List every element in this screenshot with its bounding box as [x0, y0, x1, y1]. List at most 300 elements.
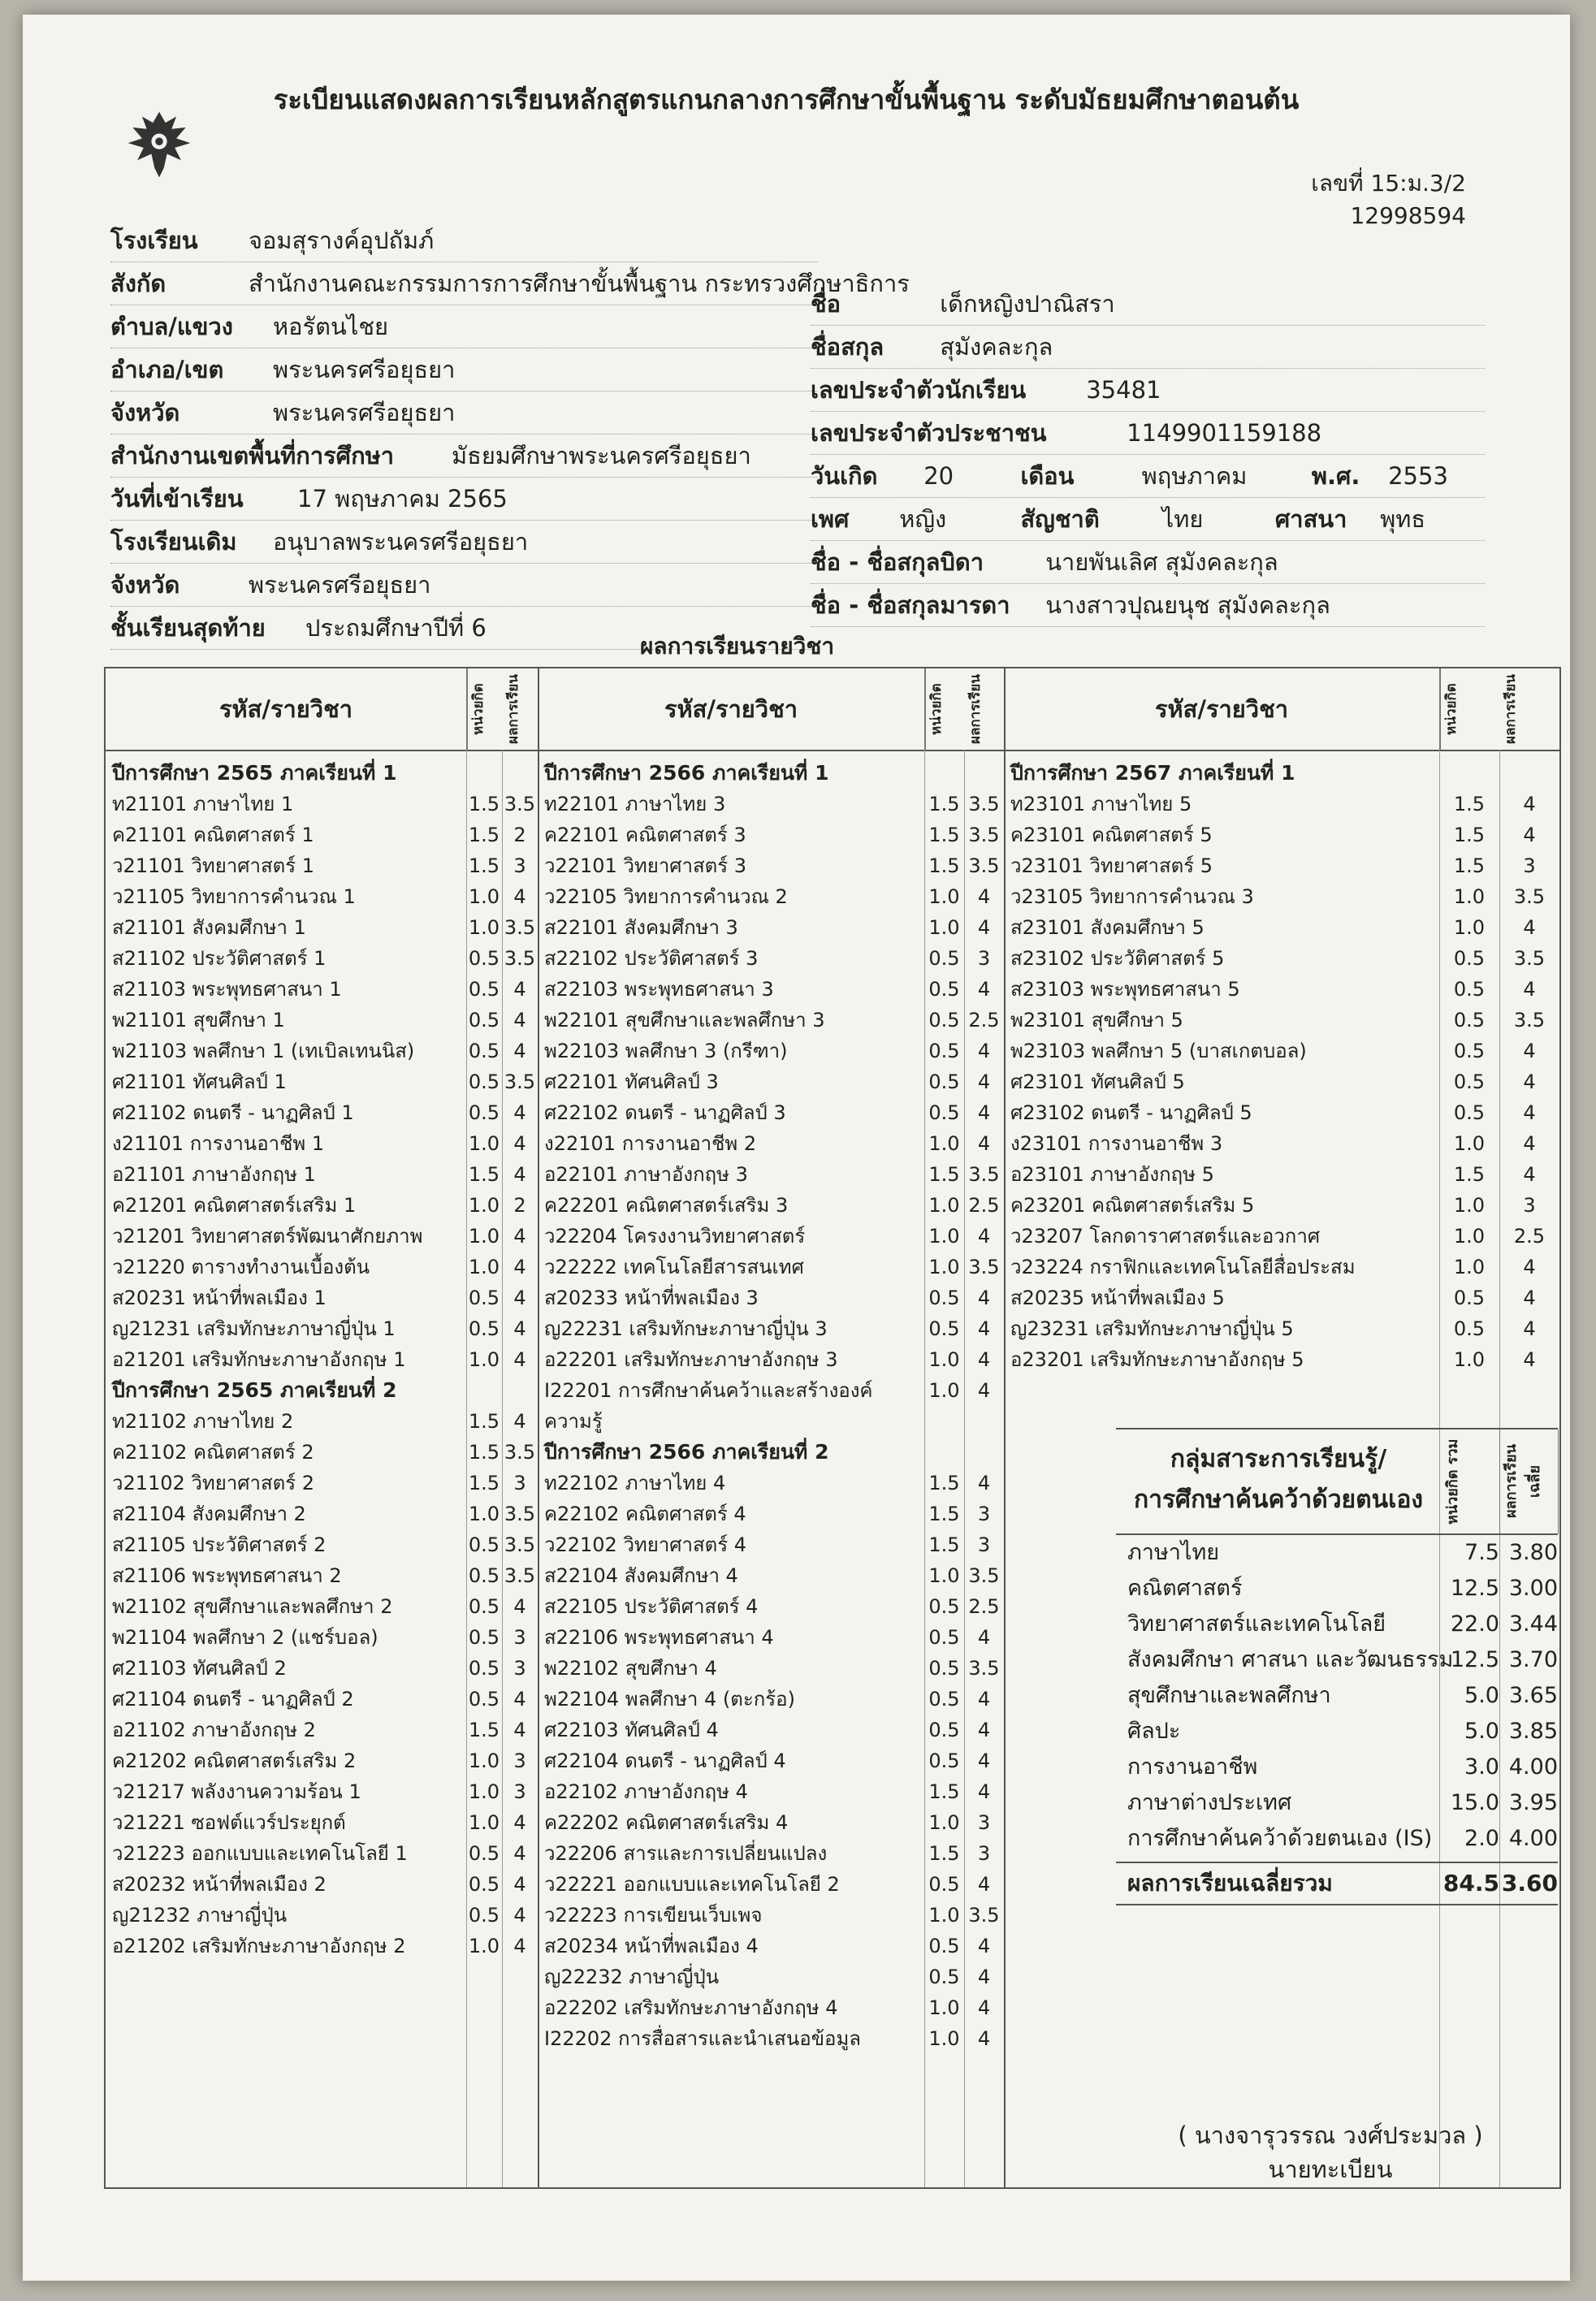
course-name: อ22102 ภาษาอังกฤษ 4 [544, 1780, 748, 1803]
course-name: ศ23102 ดนตรี - นาฏศิลป์ 5 [1010, 1101, 1252, 1124]
course-name: ว22101 วิทยาศาสตร์ 3 [544, 854, 747, 877]
course-name: อ21102 ภาษาอังกฤษ 2 [112, 1719, 316, 1741]
course-name: ส21101 สังคมศึกษา 1 [112, 916, 306, 939]
course-credit: 1.0 [468, 1132, 500, 1155]
header-grade: ผลการเรียน [505, 674, 521, 744]
summary-area-gpa: 3.00 [1508, 1576, 1558, 1601]
course-row [1004, 850, 1559, 881]
course-row [538, 1221, 1004, 1252]
course-credit: 0.5 [928, 1317, 960, 1340]
course-credit: 1.0 [928, 885, 960, 908]
course-name: ญ21231 เสริมทักษะภาษาญี่ปุ่น 1 [112, 1317, 396, 1340]
course-grade: 4 [977, 1348, 991, 1371]
course-row [106, 1745, 538, 1776]
summary-area-name: ศิลปะ [1127, 1719, 1181, 1744]
student-surname: สุมังคละกุล [940, 333, 1053, 361]
course-grade: 4 [1523, 1287, 1536, 1309]
school-info-row [110, 478, 817, 521]
course-row [106, 820, 538, 850]
course-row [538, 1653, 1004, 1684]
course-grade: 3.5 [968, 1256, 1000, 1278]
student-name: เด็กหญิงปาณิสรา [940, 290, 1115, 318]
course-name: ว21201 วิทยาศาสตร์พัฒนาศักยภาพ [112, 1225, 423, 1248]
course-credit: 0.5 [928, 978, 960, 1001]
summary-title-line2: การศึกษาค้นคว้าด้วยตนเอง [1133, 1486, 1424, 1514]
course-name: ญ22231 เสริมทักษะภาษาญี่ปุ่น 3 [544, 1317, 828, 1340]
results-column-header [106, 668, 538, 751]
course-grade: 4 [977, 1225, 991, 1248]
course-credit: 1.0 [1453, 885, 1486, 908]
course-row [1004, 1313, 1559, 1344]
course-grade: 4 [513, 1842, 526, 1865]
course-credit: 0.5 [468, 1101, 500, 1124]
results-column-body [538, 751, 1004, 2054]
course-grade: 4 [513, 1719, 526, 1741]
course-row [106, 1036, 538, 1066]
course-credit: 1.0 [1453, 1194, 1486, 1217]
course-credit: 1.5 [928, 854, 960, 877]
course-grade: 3 [977, 1842, 991, 1865]
course-name: ส21104 สังคมศึกษา 2 [112, 1503, 306, 1525]
course-name: ว22102 วิทยาศาสตร์ 4 [544, 1533, 747, 1556]
course-row [106, 881, 538, 912]
course-name: ศ21103 ทัศนศิลป์ 2 [112, 1657, 287, 1680]
course-credit: 1.5 [928, 824, 960, 846]
course-grade: 4 [1523, 793, 1536, 815]
course-name: พ22102 สุขศึกษา 4 [544, 1657, 717, 1680]
course-name: อ22101 ภาษาอังกฤษ 3 [544, 1163, 748, 1186]
course-row [538, 1005, 1004, 1036]
course-grade: 3.5 [504, 947, 536, 970]
course-credit: 0.5 [1453, 1317, 1486, 1340]
course-grade: 3 [513, 1472, 526, 1494]
course-credit: 1.5 [1453, 824, 1486, 846]
summary-row [1116, 1785, 1558, 1821]
course-name: ท21101 ภาษาไทย 1 [112, 793, 294, 815]
course-row [1004, 1128, 1559, 1159]
course-credit: 0.5 [468, 1040, 500, 1062]
course-grade: 4 [1523, 1317, 1536, 1340]
course-credit: 1.5 [928, 1842, 960, 1865]
course-grade: 4 [977, 1966, 991, 1988]
school-info-row [110, 435, 817, 478]
course-name: ส21105 ประวัติศาสตร์ 2 [112, 1533, 327, 1556]
course-credit: 0.5 [468, 1317, 500, 1340]
course-name: ศ22102 ดนตรี - นาฏศิลป์ 3 [544, 1101, 786, 1124]
course-credit: 0.5 [468, 1842, 500, 1865]
course-grade: 4 [977, 1070, 991, 1093]
course-credit: 1.5 [468, 1410, 500, 1433]
school-info-value: สำนักงานคณะกรรมการการศึกษาขั้นพื้นฐาน กระทรวงศึกษาธิการ [249, 270, 910, 297]
summary-row [1116, 1750, 1558, 1785]
course-credit: 0.5 [1453, 1070, 1486, 1093]
course-grade: 3.5 [1513, 1009, 1546, 1032]
course-name: ท22101 ภาษาไทย 3 [544, 793, 726, 815]
course-grade: 3 [977, 1811, 991, 1834]
summary-rows [1116, 1535, 1558, 1857]
course-grade: 2.5 [968, 1194, 1000, 1217]
school-info-label: โรงเรียน [110, 227, 198, 254]
course-row [538, 1159, 1004, 1190]
course-grade: 4 [513, 1904, 526, 1927]
summary-area-gpa: 3.95 [1508, 1790, 1558, 1815]
course-row [538, 1622, 1004, 1653]
course-name: ค23101 คณิตศาสตร์ 5 [1010, 824, 1213, 846]
course-row [538, 1961, 1004, 1992]
course-grade: 3.5 [504, 793, 536, 815]
course-name: ว21101 วิทยาศาสตร์ 1 [112, 854, 315, 877]
school-info-label: จังหวัด [110, 399, 180, 426]
course-row [106, 1560, 538, 1591]
course-grade: 4 [513, 1101, 526, 1124]
sex-nationality-row: เพศ หญิง สัญชาติ ไทย ศาสนา พุทธ [811, 498, 1485, 541]
course-credit: 0.5 [928, 1935, 960, 1957]
course-name: ว22204 โครงงานวิทยาศาสตร์ [544, 1225, 806, 1248]
course-name: ศ22101 ทัศนศิลป์ 3 [544, 1070, 719, 1093]
course-grade: 4 [1523, 916, 1536, 939]
course-credit: 0.5 [468, 1657, 500, 1680]
school-info-row [110, 391, 817, 435]
document-number-label: เลขที่ 15:ม.3/2 [1311, 170, 1466, 197]
course-name: ว21220 ตารางทำงานเบื้องต้น [112, 1256, 370, 1278]
course-row [1004, 943, 1559, 974]
course-row [1004, 1221, 1559, 1252]
summary-area-name: สังคมศึกษา ศาสนา และวัฒนธรรม [1127, 1647, 1454, 1672]
course-row [538, 1684, 1004, 1715]
course-name: ว23101 วิทยาศาสตร์ 5 [1010, 854, 1213, 877]
summary-area-credits: 5.0 [1464, 1683, 1499, 1708]
course-name: ค22101 คณิตศาสตร์ 3 [544, 824, 746, 846]
course-credit: 0.5 [468, 1564, 500, 1587]
course-grade: 4 [977, 1317, 991, 1340]
course-credit: 0.5 [468, 1533, 500, 1556]
course-credit: 0.5 [1453, 1040, 1486, 1062]
course-credit: 1.0 [468, 1348, 500, 1371]
course-grade: 4 [977, 1719, 991, 1741]
course-credit: 0.5 [468, 1070, 500, 1093]
summary-row [1116, 1642, 1558, 1678]
course-grade: 4 [977, 1472, 991, 1494]
course-credit: 1.0 [468, 1194, 500, 1217]
course-name: ค21201 คณิตศาสตร์เสริม 1 [112, 1194, 357, 1217]
course-row [106, 1807, 538, 1838]
course-credit: 0.5 [928, 947, 960, 970]
course-grade: 4 [977, 1379, 991, 1402]
course-name: ค21202 คณิตศาสตร์เสริม 2 [112, 1750, 357, 1772]
course-grade: 3 [1523, 1194, 1536, 1217]
summary-total-label: ผลการเรียนเฉลี่ยรวม [1127, 1870, 1333, 1897]
course-name: ส21102 ประวัติศาสตร์ 1 [112, 947, 327, 970]
course-credit: 0.5 [468, 1873, 500, 1896]
course-name: ส20233 หน้าที่พลเมือง 3 [544, 1287, 759, 1309]
course-name: ว21223 ออกแบบและเทคโนโลยี 1 [112, 1842, 408, 1865]
course-credit: 1.0 [928, 1904, 960, 1927]
school-info-label: อำเภอ/เขต [110, 356, 224, 383]
course-name: ศ21104 ดนตรี - นาฏศิลป์ 2 [112, 1688, 354, 1711]
course-row [538, 1097, 1004, 1128]
course-name: ศ23101 ทัศนศิลป์ 5 [1010, 1070, 1185, 1093]
course-row [106, 1252, 538, 1282]
course-credit: 1.5 [928, 1780, 960, 1803]
course-grade: 4 [977, 885, 991, 908]
course-credit: 0.5 [928, 1719, 960, 1741]
course-grade: 4 [1523, 824, 1536, 846]
school-info-label: ตำบล/แขวง [110, 313, 233, 340]
school-info-label: สังกัด [110, 270, 167, 297]
course-row [106, 1128, 538, 1159]
course-grade: 3 [513, 1626, 526, 1649]
course-credit: 1.0 [1453, 916, 1486, 939]
course-credit: 1.5 [468, 793, 500, 815]
course-grade: 4 [513, 1040, 526, 1062]
course-credit: 0.5 [468, 1688, 500, 1711]
school-info-row [110, 219, 817, 262]
course-credit: 0.5 [928, 1873, 960, 1896]
course-credit: 0.5 [468, 947, 500, 970]
course-credit: 0.5 [928, 1688, 960, 1711]
course-name: ศ22104 ดนตรี - นาฏศิลป์ 4 [544, 1750, 786, 1772]
course-name: ว23207 โลกดาราศาสตร์และอวกาศ [1010, 1225, 1321, 1248]
results-title: ผลการเรียนรายวิชา [640, 633, 835, 660]
course-credit: 1.0 [1453, 1348, 1486, 1371]
course-grade: 3 [513, 1657, 526, 1680]
course-name: ส23102 ประวัติศาสตร์ 5 [1010, 947, 1225, 970]
course-row [1004, 1036, 1559, 1066]
course-name: พ21102 สุขศึกษาและพลศึกษา 2 [112, 1595, 393, 1618]
course-credit: 1.0 [928, 1225, 960, 1248]
course-row [106, 1313, 538, 1344]
course-credit: 0.5 [1453, 947, 1486, 970]
course-row [538, 1869, 1004, 1900]
course-grade: 2 [513, 1194, 526, 1217]
course-grade: 4 [977, 916, 991, 939]
course-row [106, 1221, 538, 1252]
course-name: ว23105 วิทยาการคำนวณ 3 [1010, 885, 1254, 908]
results-column [106, 668, 539, 2187]
course-row [1004, 1005, 1559, 1036]
summary-area-name: ภาษาไทย [1127, 1540, 1220, 1565]
course-name: อ22201 เสริมทักษะภาษาอังกฤษ 3 [544, 1348, 838, 1371]
course-row [538, 1745, 1004, 1776]
course-credit: 1.5 [928, 1163, 960, 1186]
course-grade: 4 [513, 978, 526, 1001]
registrar-signature [1135, 2118, 1525, 2186]
summary-area-credits: 22.0 [1450, 1611, 1499, 1637]
summary-table [1116, 1428, 1558, 1905]
summary-title-line1: กลุ่มสาระการเรียนรู้/ [1170, 1445, 1387, 1473]
course-grade: 4 [1523, 1256, 1536, 1278]
course-name: ว22222 เทคโนโลยีสารสนเทศ [544, 1256, 804, 1278]
course-name: ว22223 การเขียนเว็บเพจ [544, 1904, 763, 1927]
school-info-row [110, 348, 817, 391]
school-info-value: อนุบาลพระนครศรีอยุธยา [273, 528, 529, 556]
course-row [106, 1344, 538, 1375]
course-name: ญ21232 ภาษาญี่ปุ่น [112, 1904, 288, 1927]
course-name: ส20232 หน้าที่พลเมือง 2 [112, 1873, 327, 1896]
course-credit: 0.5 [928, 1040, 960, 1062]
course-grade: 3 [513, 1750, 526, 1772]
course-grade: 4 [513, 1935, 526, 1957]
school-info-block [110, 219, 910, 650]
course-row [106, 1931, 538, 1961]
header-grade: ผลการเรียน [1503, 674, 1519, 744]
summary-area-gpa: 4.00 [1508, 1826, 1558, 1851]
course-row [538, 1344, 1004, 1375]
mother-row: ชื่อ - ชื่อสกุลมารดา นางสาวปุณยนุช สุมังคละกุล [811, 584, 1485, 627]
course-grade: 3.5 [968, 1657, 1000, 1680]
summary-header [1116, 1428, 1558, 1535]
course-credit: 1.5 [928, 1472, 960, 1494]
course-grade: 3.5 [968, 824, 1000, 846]
student-id-row: เลขประจำตัวนักเรียน 35481 [811, 369, 1485, 412]
header-credit: หน่วยกิต [466, 668, 503, 750]
course-name: ค21102 คณิตศาสตร์ 2 [112, 1441, 314, 1464]
course-row [1004, 974, 1559, 1005]
course-row [1004, 1097, 1559, 1128]
course-row [538, 1776, 1004, 1807]
course-credit: 0.5 [928, 1966, 960, 1988]
course-grade: 3.5 [968, 1163, 1000, 1186]
registrar-title: นายทะเบียน [1268, 2156, 1393, 2183]
course-credit: 0.5 [928, 1287, 960, 1309]
document-serial: 12998594 [1350, 202, 1466, 229]
course-row [106, 1437, 538, 1468]
course-name: I22201 การศึกษาค้นคว้าและสร้างองค์ [544, 1379, 873, 1402]
header-subject: รหัส/รายวิชา [106, 668, 468, 750]
course-name: พ21103 พลศึกษา 1 (เทเบิลเทนนิส) [112, 1040, 415, 1062]
course-row [538, 1282, 1004, 1313]
semester-title: ปีการศึกษา 2566 ภาคเรียนที่ 2 [544, 1440, 829, 1464]
course-row [106, 1529, 538, 1560]
course-grade: 4 [513, 1410, 526, 1433]
course-row [538, 1499, 1004, 1529]
registrar-name: ( นางจารุวรรณ วงศ์ประมวล ) [1178, 2122, 1483, 2149]
semester-title: ปีการศึกษา 2565 ภาคเรียนที่ 2 [112, 1378, 397, 1402]
course-row [106, 1406, 538, 1437]
transcript-sheet [23, 15, 1570, 2281]
course-row [1004, 1159, 1559, 1190]
summary-area-name: วิทยาศาสตร์และเทคโนโลยี [1127, 1611, 1386, 1637]
course-name: อ21202 เสริมทักษะภาษาอังกฤษ 2 [112, 1935, 406, 1957]
course-row [1004, 789, 1559, 820]
course-row [106, 1097, 538, 1128]
course-grade: 2.5 [968, 1009, 1000, 1032]
course-grade: 4 [513, 1132, 526, 1155]
course-row [106, 1159, 538, 1190]
course-row [106, 789, 538, 820]
student-name-row: ชื่อ เด็กหญิงปาณิสรา [811, 283, 1485, 326]
course-name: อ22202 เสริมทักษะภาษาอังกฤษ 4 [544, 1996, 838, 2019]
summary-area-gpa: 4.00 [1508, 1754, 1558, 1780]
results-column-header [538, 668, 1004, 751]
course-grade: 2.5 [968, 1595, 1000, 1618]
course-grade: 4 [977, 1750, 991, 1772]
course-credit: 1.0 [1453, 1256, 1486, 1278]
course-grade: 4 [1523, 978, 1536, 1001]
course-credit: 0.5 [1453, 1101, 1486, 1124]
course-credit: 1.5 [1453, 793, 1486, 815]
summary-row [1116, 1714, 1558, 1750]
course-credit: 0.5 [1453, 1009, 1486, 1032]
course-name: ท23101 ภาษาไทย 5 [1010, 793, 1192, 815]
course-row [538, 1591, 1004, 1622]
course-credit: 1.0 [928, 1348, 960, 1371]
course-credit: 0.5 [928, 1101, 960, 1124]
summary-area-credits: 12.5 [1450, 1647, 1499, 1672]
course-row [106, 1715, 538, 1745]
course-grade: 4 [977, 1132, 991, 1155]
course-row [106, 850, 538, 881]
course-row [106, 1869, 538, 1900]
semester-title: ปีการศึกษา 2565 ภาคเรียนที่ 1 [112, 761, 397, 785]
course-grade: 4 [513, 1225, 526, 1248]
course-grade: 4 [977, 2027, 991, 2050]
course-credit: 1.0 [468, 1225, 500, 1248]
course-row [1004, 1344, 1559, 1375]
course-name: ว22105 วิทยาการคำนวณ 2 [544, 885, 788, 908]
course-name: อ23201 เสริมทักษะภาษาอังกฤษ 5 [1010, 1348, 1304, 1371]
course-name: ว21217 พลังงานความร้อน 1 [112, 1780, 361, 1803]
course-grade: 3 [513, 1780, 526, 1803]
course-name: ส20235 หน้าที่พลเมือง 5 [1010, 1287, 1225, 1309]
document-title: ระเบียนแสดงผลการเรียนหลักสูตรแกนกลางการศึกษาขั้นพื้นฐาน ระดับมัธยมศึกษาตอนต้น [273, 84, 1300, 115]
school-info-label: วันที่เข้าเรียน [110, 485, 244, 513]
course-row [106, 1776, 538, 1807]
semester-title: ปีการศึกษา 2566 ภาคเรียนที่ 1 [544, 761, 829, 785]
course-grade: 4 [1523, 1163, 1536, 1186]
course-grade: 4 [513, 1873, 526, 1896]
religion: พุทธ [1380, 505, 1426, 533]
course-grade: 3 [1523, 854, 1536, 877]
course-name: ญ23231 เสริมทักษะภาษาญี่ปุ่น 5 [1010, 1317, 1294, 1340]
course-grade: 3.5 [504, 1441, 536, 1464]
course-grade: 4 [977, 1101, 991, 1124]
course-grade: 3.5 [1513, 947, 1546, 970]
course-row [538, 820, 1004, 850]
birth-year: 2553 [1388, 462, 1448, 490]
semester-title: ปีการศึกษา 2567 ภาคเรียนที่ 1 [1010, 761, 1295, 785]
course-row [538, 2023, 1004, 2054]
summary-total-row [1116, 1862, 1558, 1905]
course-row [538, 1313, 1004, 1344]
course-grade: 4 [1523, 1070, 1536, 1093]
course-grade: 4 [1523, 1348, 1536, 1371]
summary-total-gpa: 3.60 [1501, 1870, 1558, 1897]
course-row [106, 912, 538, 943]
school-info-value: มัธยมศึกษาพระนครศรีอยุธยา [452, 442, 751, 469]
school-info-row [110, 305, 817, 348]
school-info-value: 17 พฤษภาคม 2565 [297, 485, 508, 513]
course-credit: 1.0 [928, 1379, 960, 1402]
course-grade: 3 [977, 947, 991, 970]
course-name: พ22101 สุขศึกษาและพลศึกษา 3 [544, 1009, 825, 1032]
course-credit: 1.0 [928, 1564, 960, 1587]
course-name: ส21103 พระพุทธศาสนา 1 [112, 978, 342, 1001]
course-grade: 3.5 [504, 1533, 536, 1556]
course-credit: 0.5 [928, 1750, 960, 1772]
course-row [538, 1931, 1004, 1961]
course-grade: 4 [977, 1287, 991, 1309]
course-row [538, 1807, 1004, 1838]
course-grade: 2.5 [1513, 1225, 1546, 1248]
course-credit: 0.5 [928, 1626, 960, 1649]
father-name: นายพันเลิศ สุมังคละกุล [1045, 548, 1278, 576]
summary-area-gpa: 3.85 [1508, 1719, 1558, 1744]
course-row [538, 1190, 1004, 1221]
course-credit: 0.5 [468, 1904, 500, 1927]
course-grade: 4 [513, 885, 526, 908]
course-credit: 1.0 [928, 2027, 960, 2050]
